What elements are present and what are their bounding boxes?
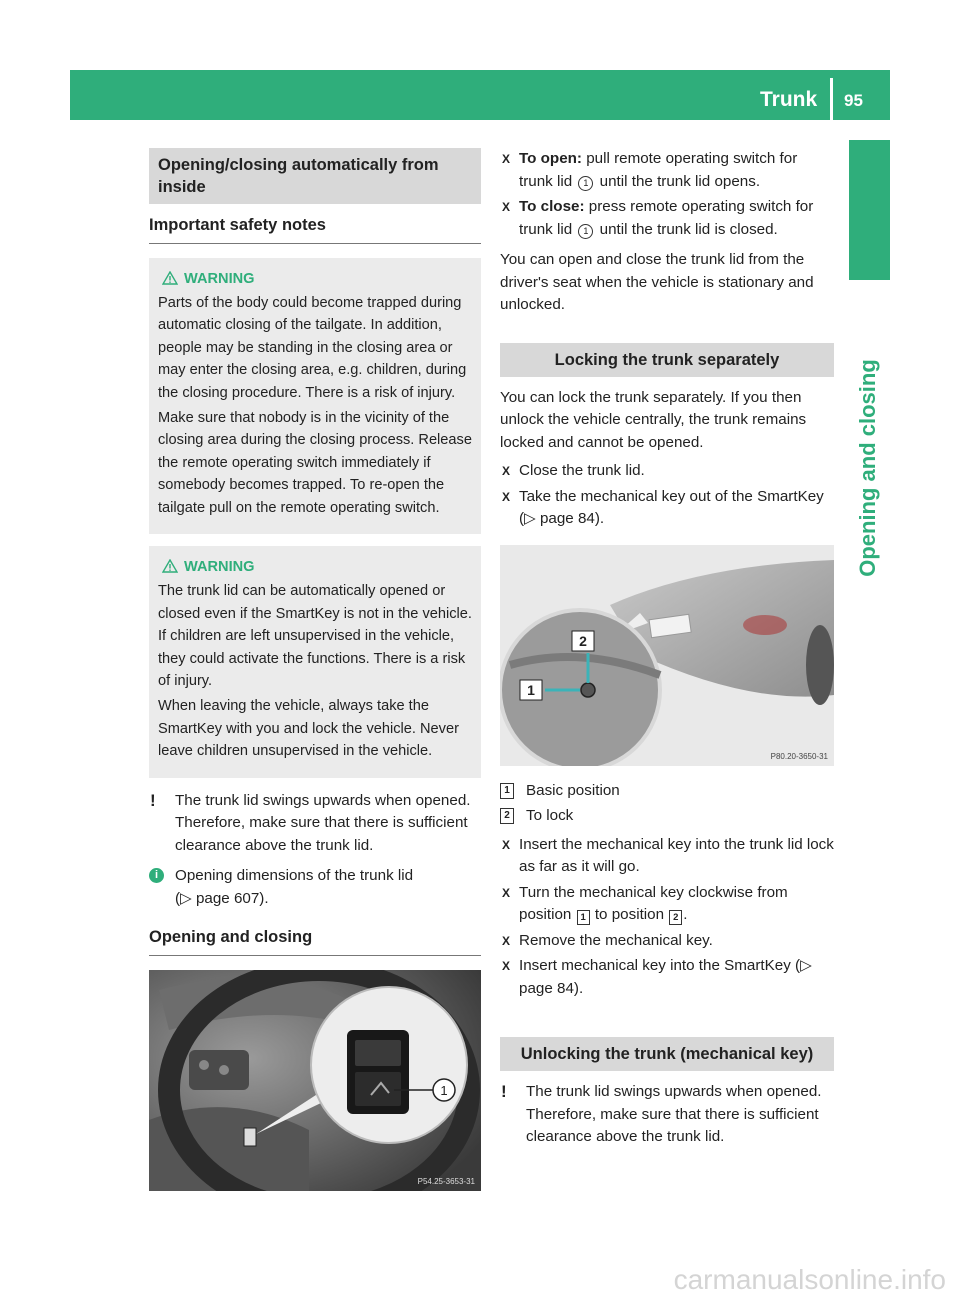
subheading-safety-notes: Important safety notes <box>149 214 481 244</box>
step-bullet-icon: X <box>502 885 511 900</box>
callout-1-icon: 1 <box>578 224 593 239</box>
callout-1-icon: 1 <box>578 176 593 191</box>
warning-text: The trunk lid can be automatically opened or closed even if the SmartKey is not in the vehicle. If children are left unsupervised in the vehicle, they could activate the functions. There is a risk of injury. <box>158 583 472 689</box>
watermark: carmanualsonline.info <box>673 1264 946 1295</box>
photo-code: P80.20-3650-31 <box>770 751 828 761</box>
warning-triangle-icon <box>162 271 178 285</box>
section-heading-unlocking: Unlocking the trunk (mechanical key) <box>500 1037 834 1071</box>
step-bullet-icon: X <box>502 464 511 478</box>
left-column <box>149 148 481 1205</box>
step-text: Insert the mechanical key into the trunk lid lock as far as it will go. <box>519 835 834 875</box>
step-bullet-icon: X <box>502 489 511 504</box>
step-bullet-icon: X <box>502 200 511 214</box>
paragraph-stationary: You can open and close the trunk lid from the driver's seat when the vehicle is stationary and unlocked. <box>500 251 814 313</box>
step-text: Take the mechanical key out of the SmartKey (▷ page 84). <box>519 487 824 527</box>
legend-text: To lock <box>526 807 574 824</box>
warning-label: WARNING <box>184 270 255 287</box>
legend-item <box>500 780 834 803</box>
photo-trunk-lock <box>500 545 834 766</box>
side-chapter-label: Opening and closing <box>855 359 880 577</box>
step-take-key <box>500 486 834 531</box>
legend-number: 2 <box>500 808 514 824</box>
step-turn-key <box>500 882 834 927</box>
caution-text: The trunk lid swings upwards when opened. Therefore, make sure that there is sufficient clearance above the trunk lid. <box>175 791 471 854</box>
paragraph-locking: You can lock the trunk separately. If you then unlock the vehicle centrally, the trunk remains locked and cannot be opened. <box>500 388 807 451</box>
photo-callout-1: 1 <box>440 1082 448 1098</box>
exclamation-icon: ! <box>501 1082 507 1101</box>
step-bullet-icon: X <box>502 959 511 973</box>
legend-number: 1 <box>500 783 514 799</box>
step-text: Remove the mechanical key. <box>519 931 713 949</box>
photo-callout-2: 2 <box>579 632 587 649</box>
step-remove-key <box>500 930 834 953</box>
warning-text: Make sure that nobody is in the vicinity of the closing area during the closing process. Release the remote operating switch immediately if somebody becomes trapped. To re-open the tailgate pull on the remote operating switch. <box>158 409 472 516</box>
legend-item <box>500 805 834 828</box>
warning-box-1 <box>149 258 481 534</box>
step-text: Close the trunk lid. <box>519 462 645 479</box>
warning-header <box>158 268 472 290</box>
section-heading-locking: Locking the trunk separately <box>500 343 834 377</box>
warning-label: WARNING <box>184 558 255 575</box>
right-column <box>500 148 834 1157</box>
warning-text: When leaving the vehicle, always take the SmartKey with you and lock the vehicle. Never leave children unsupervised in the vehicle. <box>158 698 459 760</box>
step-text: Insert mechanical key into the SmartKey (▷ page 84). <box>519 957 812 997</box>
position-2-icon: 2 <box>669 910 682 925</box>
step-text: until the trunk lid opens. <box>599 172 761 190</box>
step-label: To open: <box>519 150 582 167</box>
subheading-opening-closing: Opening and closing <box>149 926 481 956</box>
warning-box-2 <box>149 546 481 778</box>
step-reinsert-key <box>500 955 834 1000</box>
page-header <box>70 70 890 120</box>
step-text: pull remote operating switch for trunk lid <box>519 150 798 190</box>
exclamation-icon: ! <box>150 790 156 810</box>
section-title: Trunk <box>760 88 818 111</box>
caution-text: The trunk lid swings upwards when opened. Therefore, make sure that there is sufficient clearance above the trunk lid. <box>526 1083 822 1145</box>
warning-triangle-icon <box>162 559 178 573</box>
page-number: 95 <box>844 91 863 110</box>
caution-note <box>149 790 481 858</box>
photo-code: P54.25-3653-31 <box>417 1176 475 1186</box>
step-open <box>500 148 834 193</box>
step-bullet-icon: X <box>502 837 511 852</box>
info-text: Opening dimensions of the trunk lid <box>175 867 414 885</box>
step-close-lid <box>500 460 834 483</box>
section-heading-auto-open: Opening/closing automatically from inside <box>149 148 481 204</box>
info-note <box>149 865 481 910</box>
info-icon: i <box>149 868 164 883</box>
step-insert-key <box>500 834 834 879</box>
caution-note <box>500 1081 834 1149</box>
header-divider <box>830 78 833 120</box>
step-label: To close: <box>519 198 585 215</box>
page-reference-link[interactable]: (▷ page 607). <box>175 889 269 907</box>
step-bullet-icon: X <box>502 152 511 166</box>
step-text: Turn the mechanical key clockwise from position <box>519 883 788 923</box>
position-1-icon: 1 <box>577 910 590 925</box>
step-bullet-icon: X <box>502 933 511 948</box>
photo-callout-1: 1 <box>527 681 535 698</box>
side-tab-marker <box>849 140 890 280</box>
legend-text: Basic position <box>526 781 620 799</box>
photo-steering-wheel-switch <box>149 970 481 1191</box>
warning-header <box>158 556 472 578</box>
step-text: to position <box>594 906 665 923</box>
step-text: until the trunk lid is closed. <box>599 220 778 238</box>
step-text: press remote operating switch for trunk lid <box>519 198 814 238</box>
step-text: . <box>683 906 688 923</box>
warning-text: Parts of the body could become trapped during automatic closing of the tailgate. In addition, people may be standing in the closing area or may enter the closing area, e.g. children, during the closing procedure. There is a risk of injury. <box>158 294 467 401</box>
step-close <box>500 196 834 241</box>
